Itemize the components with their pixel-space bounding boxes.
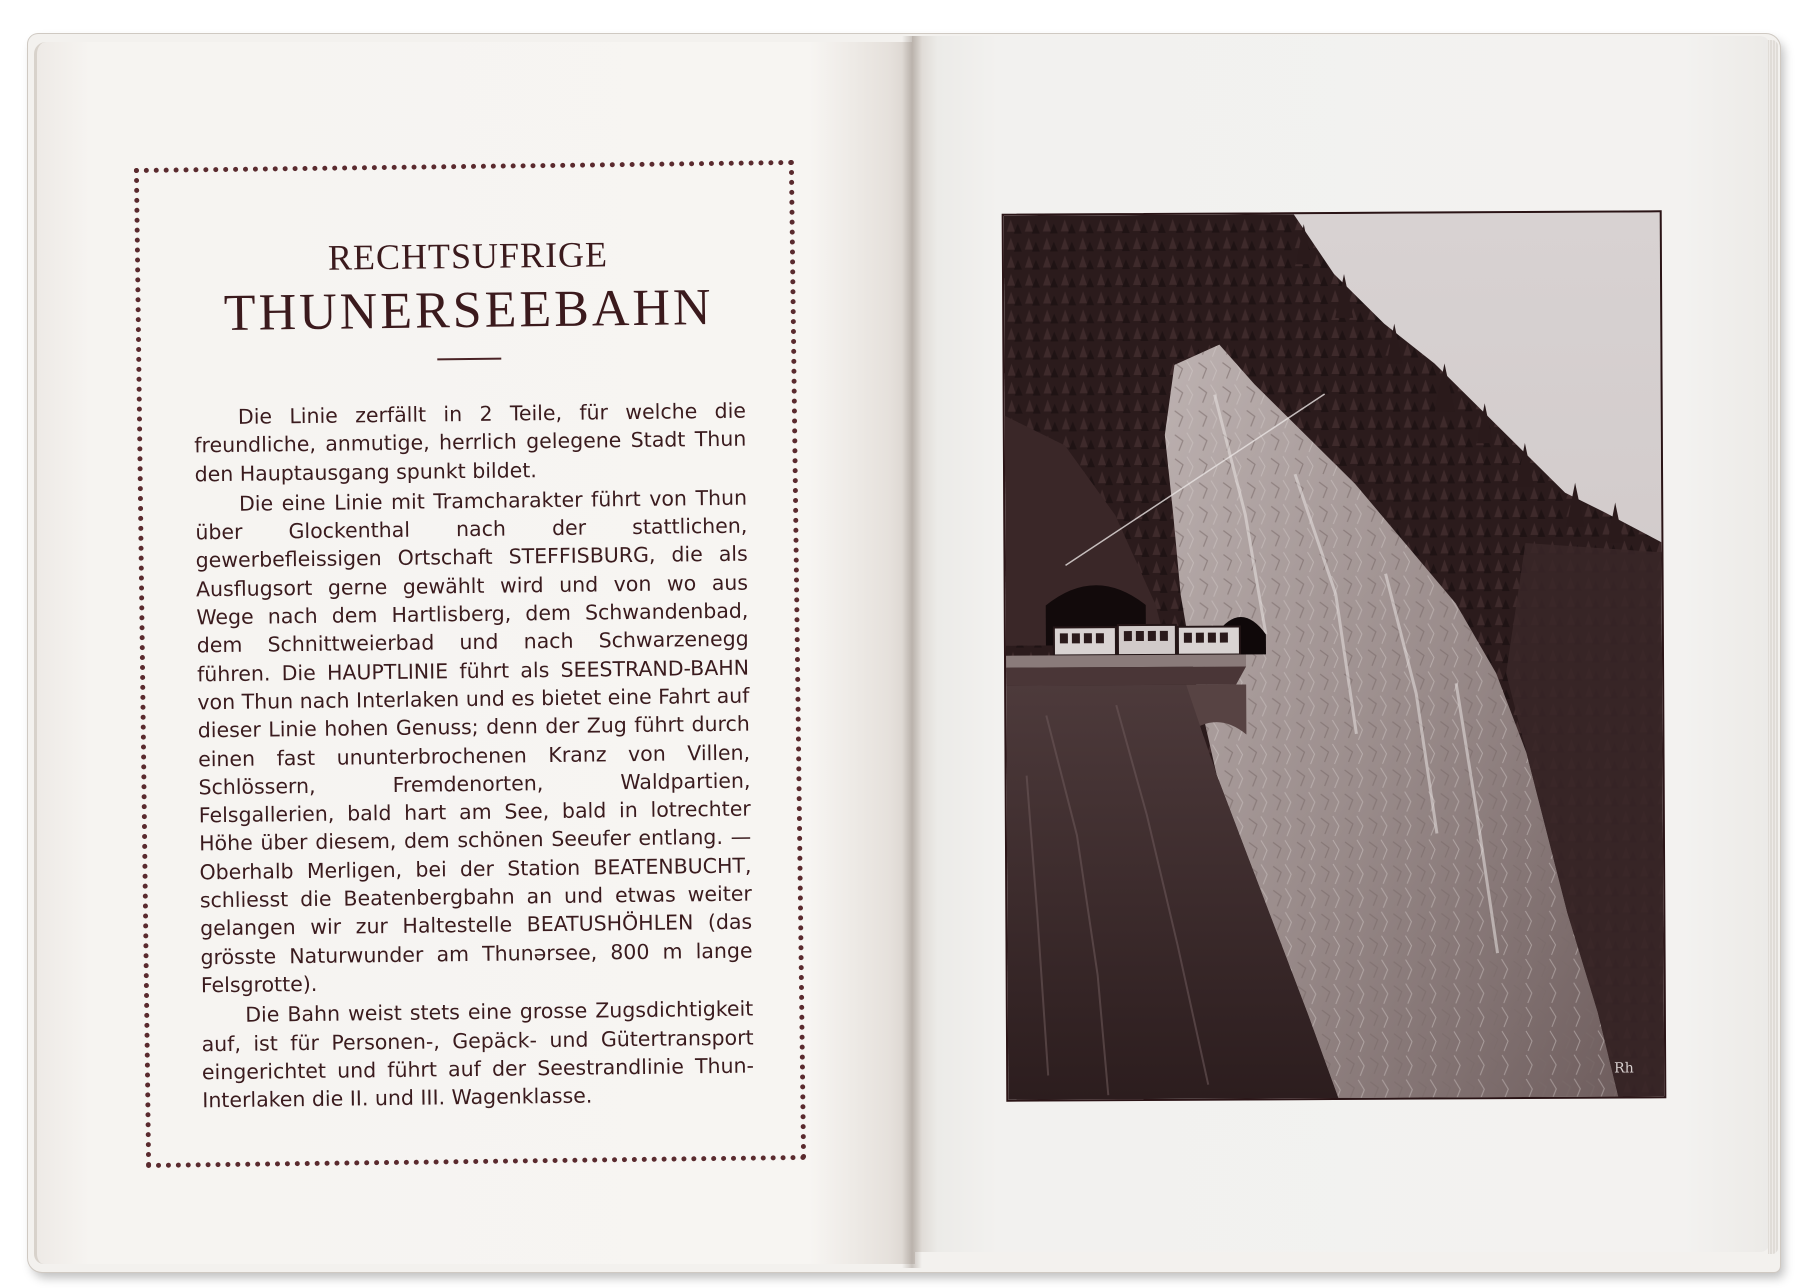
title-divider — [437, 358, 501, 361]
dotted-text-frame — [134, 160, 806, 1168]
title-line-2: THUNERSEEBAHN — [223, 279, 714, 342]
text-block — [192, 232, 755, 1115]
train — [1054, 624, 1240, 655]
body-text — [194, 397, 755, 1115]
paragraph-2: Die eine Linie mit Tramcharakter führt von Thun über Glockenthal nach der stattlichen, gewerbefleissigen Ortschaft STEFFISBURG, die als Ausflugsort gerne gewählt wird und von wo aus Wege nach dem Hartlisberg, dem Schwandenbad, dem Schnittweierbad und nach Schwarzenegg führen. Die HAUPTLINIE führt als SEESTRAND-BAHN von Thun nach Interlaken und es bietet eine Fahrt auf dieser Linie hohen Genuss; denn der Zug führt durch einen fast ununterbrochenen Kranz von Villen, Schlössern, Fremdenorten, Waldpartien, Felsgallerien, bald hart am See, bald in lotrechter Höhe über diesem, dem schönen Seeufer entlang. — Oberhalb Merligen, bei der Station BEATENBUCHT, schliesst die Beatenbergbahn an und etwas weiter gelangen wir zur Haltestelle BEATUSHÖHLEN (das grösste Naturwunder am Thunərsee, 800 m lange Felsgrotte). — [195, 485, 753, 998]
book-gutter — [902, 36, 922, 1268]
photo-illustration — [1004, 212, 1665, 1099]
paragraph-3: Die Bahn weist stets eine grosse Zugsdichtigkeit auf, ist für Personen-, Gepäck- und Gütertransport eingerichtet und führt auf der Seestrandlinie Thun-Interlaken die II. und III. Wagenklasse. — [201, 996, 755, 1113]
page-edges — [1768, 40, 1778, 1254]
photo-signature: Rh — [1614, 1060, 1634, 1077]
title-line-1: RECHTSUFRIGE — [327, 234, 609, 278]
paragraph-1: Die Linie zerfällt in 2 Teile, für welche die freundliche, anmutige, herrlich gelegene Stadt Thun den Hauptausgang spunkt bildet. — [194, 398, 747, 486]
railway-cliff-photo — [1002, 210, 1667, 1101]
